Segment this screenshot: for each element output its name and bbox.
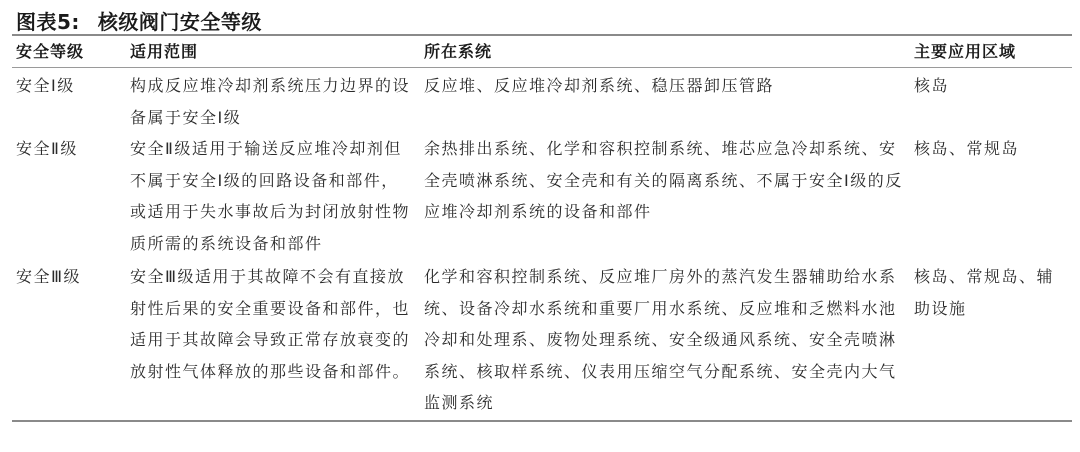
cell-level: 安全Ⅰ级	[16, 76, 75, 95]
figure-title	[16, 6, 262, 35]
table-bottom-rule	[12, 420, 1072, 422]
header-application-area: 主要应用区域	[914, 42, 1017, 61]
cell-area: 核岛	[914, 76, 950, 95]
cell-scope: 构成反应堆冷却剂系统压力边界的设备属于安全Ⅰ级	[130, 76, 411, 127]
cell-systems: 余热排出系统、化学和容积控制系统、堆芯应急冷却系统、安全壳喷淋系统、安全壳和有关的隔离系统、不属于安全Ⅰ级的反应堆冷却剂系统的设备和部件	[424, 139, 903, 221]
cell-scope: 安全Ⅱ级适用于输送反应堆冷却剂但不属于安全Ⅰ级的回路设备和部件，或适用于失水事故后为封闭放射性物质所需的系统设备和部件	[130, 139, 411, 253]
cell-scope: 安全Ⅲ级适用于其故障不会有直接放射性后果的安全重要设备和部件，也适用于其故障会导致正常存放衰变的放射性气体释放的那些设备和部件。	[130, 267, 411, 381]
cell-level: 安全Ⅲ级	[16, 267, 82, 286]
cell-systems: 反应堆、反应堆冷却剂系统、稳压器卸压管路	[424, 76, 775, 95]
figure-label: 图表5:	[16, 10, 80, 34]
cell-level: 安全Ⅱ级	[16, 139, 78, 158]
table-top-rule	[12, 34, 1072, 36]
header-systems: 所在系统	[424, 42, 493, 61]
figure-caption: 核级阀门安全等级	[97, 10, 262, 34]
table-header-rule	[12, 67, 1072, 68]
cell-area: 核岛、常规岛	[914, 139, 1020, 158]
header-scope: 适用范围	[130, 42, 199, 61]
cell-area: 核岛、常规岛、辅助设施	[914, 267, 1055, 318]
cell-systems: 化学和容积控制系统、反应堆厂房外的蒸汽发生器辅助给水系统、设备冷却水系统和重要厂用水系统、反应堆和乏燃料水池冷却和处理系、废物处理系统、安全级通风系统、安全壳喷淋系统、核取样系统、仪表用压缩空气分配系统、安全壳内大气监测系统	[424, 267, 897, 412]
header-safety-level: 安全等级	[16, 42, 85, 61]
